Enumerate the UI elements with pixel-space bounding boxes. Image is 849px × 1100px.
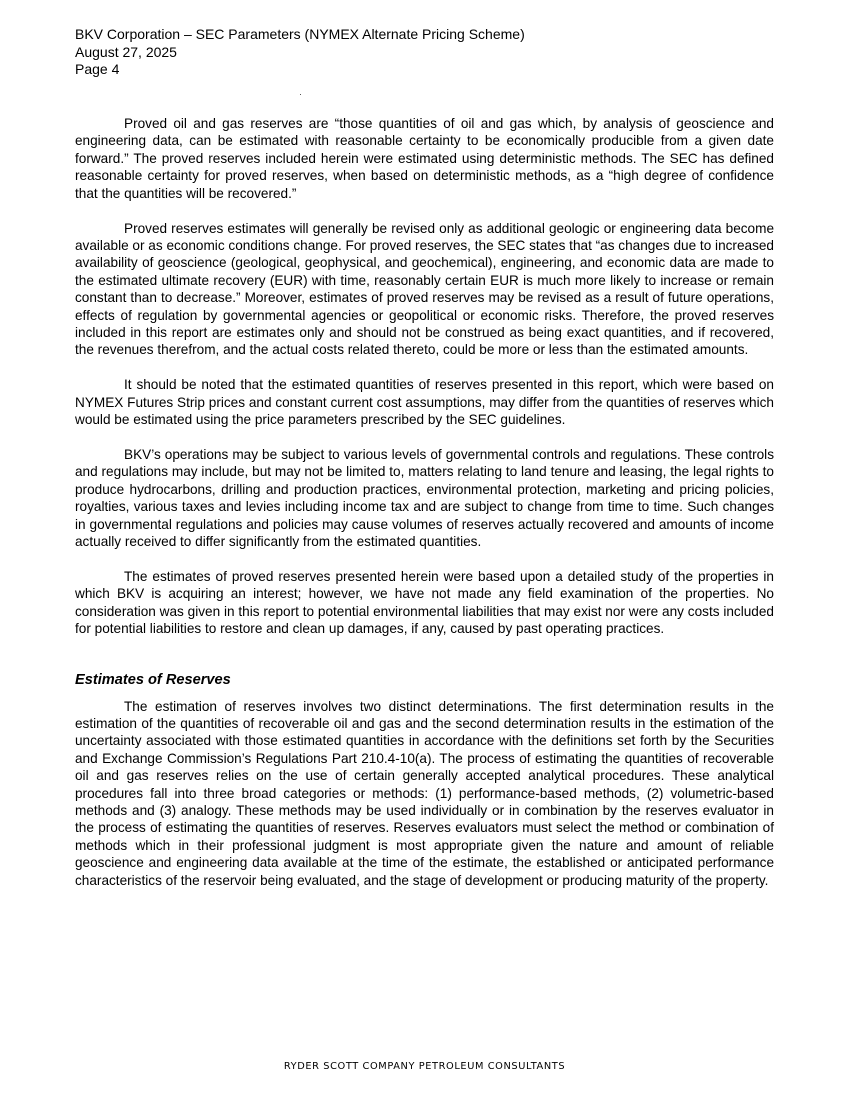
paragraph-nymex-pricing-note: It should be noted that the estimated quantities of reserves presented in this report, which were based on NYMEX Futures Strip prices and constant current cost assumptions, may differ from the quantities of reserves which would be estimated using the price parameters prescribed by the SEC guidelines.	[75, 377, 774, 428]
document-body	[75, 115, 774, 907]
paragraph-proved-reserves-definition: Proved oil and gas reserves are “those quantities of oil and gas which, by analysis of geoscience and engineering data, can be estimated with reasonable certainty to be economically producible from a given date forward.” The proved reserves included herein were estimated using deterministic methods. The SEC has defined reasonable certainty for proved reserves, when based on deterministic methods, as a “high degree of confidence that the quantities will be recovered.”	[75, 116, 774, 201]
paragraph-reserves-revision: Proved reserves estimates will generally be revised only as additional geologic or engineering data become available or as economic conditions change. For proved reserves, the SEC states that “as changes due to increased availability of geoscience (geological, geophysical, and geochemical), engineering, and economic data are made to the estimated ultimate recovery (EUR) with time, reasonably certain EUR is much more likely to increase or remain constant than to decrease.” Moreover, estimates of proved reserves may be revised as a result of future operations, effects of regulation by governmental agencies or geopolitical or economic risks. Therefore, the proved reserves included in this report are estimates only and should not be construed as being exact quantities, and if recovered, the revenues therefrom, and the actual costs related thereto, could be more or less than the estimated amounts.	[75, 220, 774, 358]
header-company-line: BKV Corporation – SEC Parameters (NYMEX Alternate Pricing Scheme)	[75, 26, 525, 42]
stray-dot-mark	[300, 94, 301, 95]
letter-header	[75, 26, 525, 79]
paragraph-governmental-controls: BKV’s operations may be subject to various levels of governmental controls and regulations. These controls and regulations may include, but may not be limited to, matters relating to land tenure and leasing, the legal rights to produce hydrocarbons, drilling and production practices, environmental protection, marketing and pricing policies, royalties, various taxes and levies including income tax and are subject to change from time to time. Such changes in governmental regulations and policies may cause volumes of reserves actually recovered and amounts of income actually received to differ significantly from the estimated quantities.	[75, 447, 774, 550]
paragraph-estimation-methods: The estimation of reserves involves two distinct determinations. The first determination results in the estimation of the quantities of recoverable oil and gas and the second determination results in the estimation of the uncertainty associated with those estimated quantities in accordance with the definitions set forth by the Securities and Exchange Commission’s Regulations Part 210.4-10(a). The process of estimating the quantities of recoverable oil and gas reserves relies on the use of certain generally accepted analytical procedures. These analytical procedures fall into three broad categories or methods: (1) performance-based methods, (2) volumetric-based methods and (3) analogy. These methods may be used individually or in combination by the reserves evaluator in the process of estimating the quantities of reserves. Reserves evaluators must select the method or combination of methods which in their professional judgment is most appropriate given the nature and amount of reliable geoscience and engineering data available at the time of the estimate, the established or anticipated performance characteristics of the reservoir being evaluated, and the stage of development or producing maturity of the property.	[75, 698, 774, 888]
paragraph-study-basis: The estimates of proved reserves presented herein were based upon a detailed study of the properties in which BKV is acquiring an interest; however, we have not made any field examination of the properties. No consideration was given in this report to potential environmental liabilities that may exist nor were any costs included for potential liabilities to restore and clean up damages, if any, caused by past operating practices.	[75, 568, 774, 637]
section-heading-estimates-of-reserves: Estimates of Reserves	[75, 671, 231, 688]
header-page-number: Page 4	[75, 61, 120, 77]
header-date: August 27, 2025	[75, 43, 177, 60]
page-footer: RYDER SCOTT COMPANY PETROLEUM CONSULTANTS	[283, 1061, 566, 1072]
